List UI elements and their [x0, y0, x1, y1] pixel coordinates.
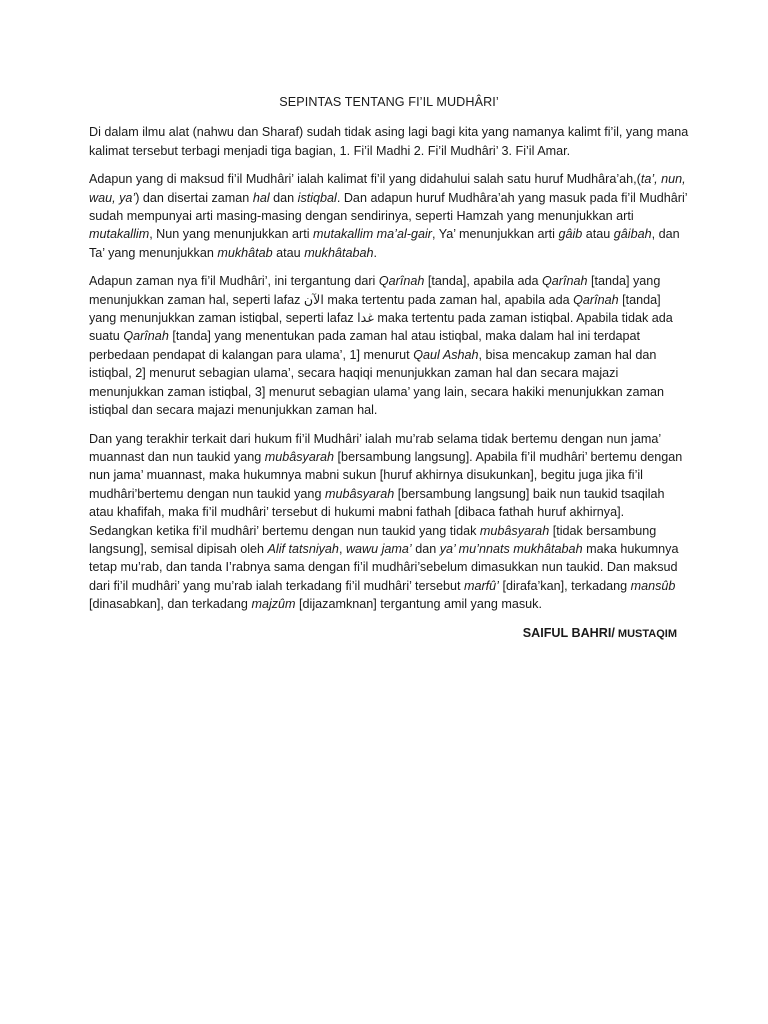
document-body: [89, 123, 689, 613]
text-run: ,: [338, 541, 346, 556]
text-run: [tanda] yang menunjukkan zaman hal, seperti lafaz الآن maka tertentu pada zaman hal, apabila ada: [89, 274, 661, 307]
text-run: [tidak bersambung langsung], semisal dipisah oleh: [89, 523, 657, 556]
text-run: dan: [411, 541, 440, 556]
italic-term: hal: [252, 190, 270, 205]
italic-term: mukhâtabah: [304, 245, 374, 260]
italic-term: gâibah: [613, 227, 652, 242]
italic-term: wawu jama’: [345, 541, 412, 556]
text-run: maka hukumnya tetap mu’rab, dan tanda I’rabnya sama dengan fi’il mudhâri’sebelum dimasukkan nun taukid. Dan maksud dari fi’il mudhâri’ yang mu’rab ialah terkadang fi’il mudhâri’ tersebut: [89, 541, 679, 593]
author-second-name: MUSTAQIM: [614, 627, 677, 640]
author-name: SAIFUL BAHRI/: [522, 625, 615, 640]
text-run: Di dalam ilmu alat (nahwu dan Sharaf) sudah tidak asing lagi bagi kita yang namanya kalimt fi’il, yang mana kalimat tersebut terbagi menjadi tiga bagian, 1. Fi’il Madhi 2. Fi’il Mudhâri’ 3. Fi’il Amar.: [89, 125, 689, 158]
document-title: SEPINTAS TENTANG FI’IL MUDHÂRI’: [279, 95, 499, 109]
italic-term: Alif tatsniyah: [267, 541, 339, 556]
italic-term: Qarînah: [541, 274, 588, 289]
italic-term: marfû’: [463, 578, 499, 593]
text-run: ) dan disertai zaman: [135, 190, 253, 205]
text-run: , Ya’ menunjukkan arti: [431, 227, 559, 242]
italic-term: mukhâtab: [217, 245, 273, 260]
italic-term: mutakallim ma’al-gair: [313, 227, 432, 242]
italic-term: Qarînah: [123, 329, 169, 344]
document-page: [89, 93, 689, 643]
text-run: [tanda] yang menentukan pada zaman hal atau istiqbal, maka dalam hal ini terdapat perbedaan pendapat di kalangan para ulama’, 1] menurut: [89, 329, 640, 362]
paragraph-3: [89, 272, 689, 419]
text-run: Adapun zaman nya fi’il Mudhâri’, ini tergantung dari: [89, 274, 379, 289]
italic-term: mutakallim: [89, 227, 150, 242]
text-run: [dijazamknan] tergantung amil yang masuk.: [295, 597, 542, 612]
italic-term: istiqbal: [297, 190, 337, 205]
text-run: Dan yang terakhir terkait dari hukum fi’il Mudhâri’ ialah mu’rab selama tidak bertemu dengan nun jama’ muannast dan nun taukid yang: [89, 431, 661, 464]
italic-term: mansûb: [630, 578, 676, 593]
text-run: [dirafa’kan], terkadang: [498, 578, 631, 593]
text-run: Adapun yang di maksud fi’il Mudhâri’ ialah kalimat fi’il yang didahului salah satu huruf Mudhâra’ah,(: [89, 172, 641, 187]
text-run: , Nun yang menunjukkan arti: [149, 227, 313, 242]
italic-term: mubâsyarah: [324, 486, 395, 501]
paragraph-1: [89, 123, 689, 160]
italic-term: Qarînah: [378, 274, 425, 289]
text-run: [bersambung langsung]. Apabila fi’il mudhâri’ bertemu dengan nun jama’ muannast, maka hukumnya mabni sukun [huruf akhirnya disukunkan], begitu juga jika fi’il mudhâri’bertemu dengan nun taukid yang: [89, 449, 683, 501]
text-run: [tanda] yang menunjukkan zaman istiqbal, seperti lafaz غدا maka tertentu pada zaman istiqbal. Apabila tidak ada suatu: [89, 292, 673, 344]
text-run: [tanda], apabila ada: [424, 274, 542, 289]
italic-term: mubâsyarah: [264, 449, 335, 464]
text-run: [bersambung langsung] baik nun taukid tsaqilah atau khafifah, maka fi’il mudhâri’ tersebut di hukumi mabni fathah [dibaca fathah huruf akhirnya]. Sedangkan ketika fi’il mudhâri’ bertemu dengan nun taukid yang tidak: [89, 486, 665, 538]
text-run: , bisa mencakup zaman hal dan istiqbal, 2] menurut sebagian ulama’, secara haqiqi menunjukkan zaman hal dan secara majazi menunjukkan zaman istiqbal, 3] menurut sebagian ulama’ yang lain, secara hakiki menunjukkan zaman istiqbal dan secara majazi menunjukkan zaman hal.: [89, 347, 664, 418]
text-run: [dinasabkan], dan terkadang: [89, 597, 252, 612]
italic-term: mubâsyarah: [479, 523, 550, 538]
paragraph-2: [89, 170, 689, 262]
author-signature: [89, 624, 689, 643]
italic-term: majzûm: [251, 597, 296, 612]
italic-term: gâib: [558, 227, 583, 242]
italic-term: Qarînah: [573, 292, 619, 307]
italic-term: ya’ mu’nnats mukhâtabah: [439, 541, 583, 556]
text-run: atau: [582, 227, 614, 242]
text-run: .: [373, 245, 378, 260]
text-run: , dan Ta’ yang menunjukkan: [89, 227, 680, 260]
italic-term: Qaul Ashah: [413, 347, 479, 362]
text-run: atau: [272, 245, 305, 260]
text-run: . Dan adapun huruf Mudhâra’ah yang masuk pada fi’il Mudhâri’ sudah mempunyai arti masing-masing dengan sendirinya, seperti Hamzah yang menunjukkan arti: [89, 190, 688, 224]
text-run: dan: [269, 190, 298, 205]
italic-term: ta’, nun, wau, ya’: [89, 172, 686, 205]
paragraph-4: [89, 430, 689, 614]
